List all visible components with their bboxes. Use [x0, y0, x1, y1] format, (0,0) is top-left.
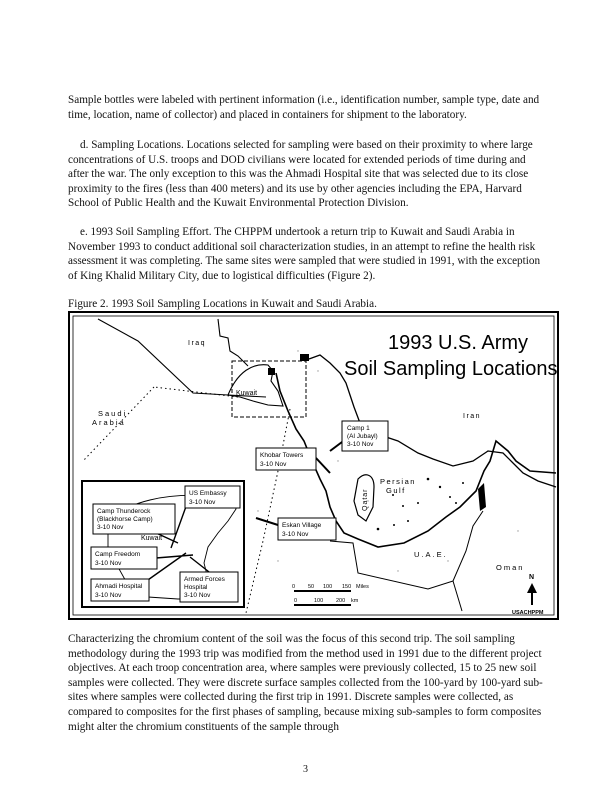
country-label-kuwait: Kuwait [236, 390, 258, 397]
armed-forces-hospital-subname: Hospital [184, 584, 208, 591]
kuwait-inset [82, 481, 244, 607]
scale-km-tick-1: 100 [314, 598, 324, 604]
ahmadi-hospital-name: Ahmadi Hospital [95, 583, 143, 590]
eskan-name: Eskan Village [282, 522, 322, 529]
kuwait-bay-blot [268, 368, 275, 375]
paragraph-sample-bottles [68, 93, 548, 122]
camp-thunderock-subname: (Blackhorse Camp) [97, 516, 153, 523]
us-embassy-dates: 3-10 Nov [189, 499, 216, 506]
country-label-iran: Iran [463, 413, 482, 420]
camp1-dates: 3-10 Nov [347, 441, 374, 448]
paragraph-text: Sample bottles were labeled with pertinent information (i.e., identification number, sample type, date and time, location, name of collector) and placed in containers for shipment to the laboratory. [68, 94, 540, 121]
scale-miles-tick-0: 0 [292, 584, 296, 590]
paragraph-text: e. 1993 Soil Sampling Effort. The CHPPM undertook a return trip to Kuwait and Saudi Arabia in November 1993 to conduct additional soil characterization studies, in an attempt to refine the health risk assessment it was completing. The same sites were sampled that were studied in 1991, with the exception of King Khalid Military City, due to logistical difficulties (Figure 2). [68, 226, 541, 282]
gulf-label-2: Gulf [386, 486, 406, 495]
inset-kuwait-label: Kuwait [141, 535, 163, 542]
paragraph-soil-sampling-effort [68, 225, 548, 283]
country-label-uae: U.A.E. [414, 550, 448, 559]
ahmadi-hospital-dates: 3-10 Nov [95, 592, 122, 599]
scale-km-tick-0: 0 [294, 598, 298, 604]
scale-km-tick-2: 200 [336, 598, 346, 604]
figure-caption: Figure 2. 1993 Soil Sampling Locations in Kuwait and Saudi Arabia. [68, 298, 377, 310]
page-number: 3 [303, 764, 308, 775]
us-embassy-name: US Embassy [189, 490, 227, 497]
scale-miles-tick-1: 50 [308, 584, 315, 590]
camp1-subname: (Al Jubayl) [347, 433, 378, 440]
country-label-saudi-1: Saudi [98, 409, 128, 418]
camp1-name: Camp 1 [347, 425, 370, 432]
country-label-saudi-2: Arabia [92, 418, 126, 427]
camp-thunderock-dates: 3-10 Nov [97, 524, 124, 531]
north-label: N [529, 574, 535, 581]
camp-freedom-name: Camp Freedom [95, 551, 141, 558]
gulf-label-1: Persian [380, 477, 416, 486]
map-title-line1: 1993 U.S. Army [388, 332, 529, 354]
paragraph-text: Characterizing the chromium content of the soil was the focus of this second trip. The soil sampling methodology during the 1993 trip was modified from the method used in 1991 due to the different project objectives. At each troop concentration area, where samples were previously collected, 15 to 25 new soil samples were collected. They were discrete surface samples collected from the 100-yard by 100-yard sub-sites where samples were collected during the first trip in 1991. Discrete samples were collected, as compared to composites for the first phases of sampling, because mixing sub-samples to form composites might alter the chromium constituents of the sample through [68, 633, 543, 733]
paragraph-chromium-content [68, 632, 548, 734]
map-credit: USACHPPM [512, 610, 544, 616]
country-label-oman: Oman [496, 563, 525, 572]
scale-km-unit: km [351, 598, 359, 604]
armed-forces-hospital-dates: 3-10 Nov [184, 592, 211, 599]
country-label-iraq: Iraq [188, 340, 207, 347]
scale-miles-tick-2: 100 [323, 584, 333, 590]
khobar-name: Khobar Towers [260, 452, 304, 459]
scale-miles-unit: Miles [356, 584, 369, 590]
camp-freedom-dates: 3-10 Nov [95, 560, 122, 567]
sampling-locations-map [68, 311, 560, 621]
armed-forces-hospital-name: Armed Forces [184, 576, 225, 583]
paragraph-text: d. Sampling Locations. Locations selected for sampling were based on their proximity to where large concentrations of U.S. troops and DOD civilians were located for extended periods of time during and after the war. The only exception to this was the Ahmadi Hospital site that was selected due to its close proximity to the fires (less than 400 meters) and its use by other agencies including the EPA, Harvard School of Public Health and the Kuwait Environmental Protection Division. [68, 139, 533, 210]
shatt-blot [300, 354, 309, 361]
camp-thunderock-name: Camp Thunderock [97, 508, 151, 515]
country-label-qatar: Qatar [362, 488, 369, 511]
eskan-dates: 3-10 Nov [282, 531, 309, 538]
paragraph-sampling-locations [68, 138, 548, 211]
khobar-dates: 3-10 Nov [260, 461, 287, 468]
map-title-line2: Soil Sampling Locations [344, 358, 558, 380]
scale-miles-tick-3: 150 [342, 584, 352, 590]
